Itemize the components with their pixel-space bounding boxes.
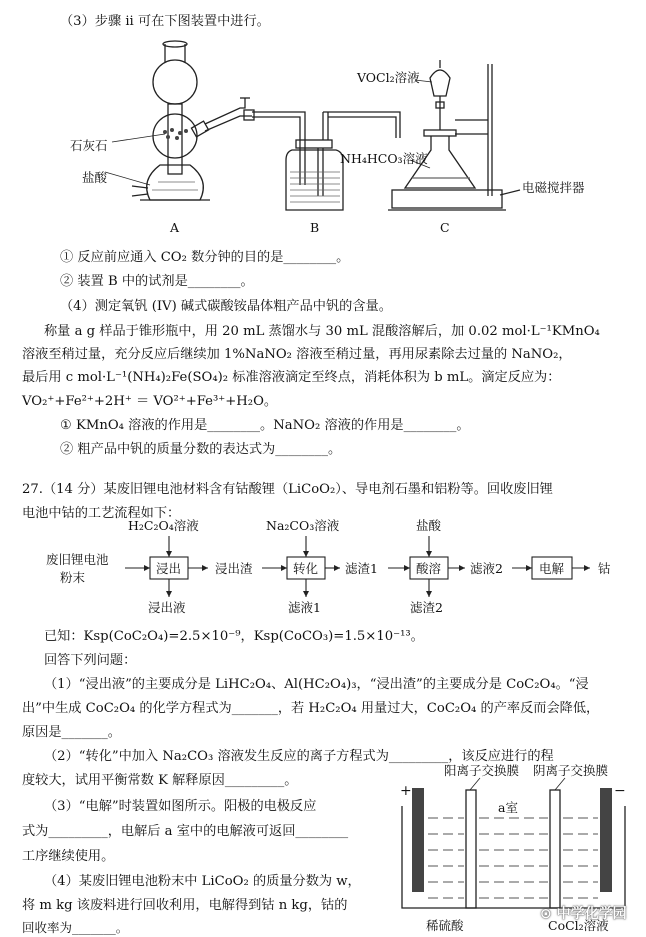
- watermark-text: 中学化学园: [556, 906, 627, 922]
- body-line-10: 回收率为_______。: [22, 920, 129, 935]
- cathode: [600, 788, 612, 892]
- flow-box-leach-text: 浸出: [156, 561, 182, 576]
- label-a: A: [170, 220, 180, 235]
- known-ksp: 已知：Ksp(CoC₂O₄)=2.5×10⁻⁹，Ksp(CoCO₃)=1.5×10⁻¹³。: [44, 629, 424, 644]
- line-0: ① 反应前应通入 CO₂ 数分钟的目的是________。: [60, 250, 350, 265]
- flow-box-acid-text: 酸溶: [416, 561, 442, 576]
- body-line-4: 度较大，试用平衡常数 K 解释原因_________。: [22, 773, 298, 788]
- flow-h2c2o4: H₂C₂O₄溶液: [128, 518, 199, 533]
- answer-intro: 回答下列问题：: [44, 653, 137, 668]
- line-2: （4）测定氧钒 (IV) 碱式碳酸铵晶体粗产品中钒的含量。: [60, 299, 392, 314]
- line-5: 最后用 c mol·L⁻¹(NH₄)₂Fe(SO₄)₂ 标准溶液滴定至终点，消耗体积为 b mL。滴定反应为：: [22, 370, 561, 385]
- flow-residue1: 滤渣1: [345, 561, 378, 576]
- body-line-1: 出”中生成 CoC₂O₄ 的化学方程式为_______，若 H₂C₂O₄ 用量过大，CoC₂O₄ 的产率反而会降低，: [22, 701, 600, 716]
- q27-line-1: 电池中钴的工艺流程如下：: [22, 506, 181, 521]
- cation-membrane-label: 阳离子交换膜: [444, 763, 520, 778]
- anode: [412, 788, 424, 892]
- limestone-label: 石灰石: [70, 138, 108, 153]
- body-line-8: （4）某废旧锂电池粉末中 LiCoO₂ 的质量分数为 w，: [44, 874, 361, 889]
- body-line-5: （3）“电解”时装置如图所示。阳极的电极反应: [44, 799, 317, 814]
- body-line-0: （1）“浸出液”的主要成分是 LiHC₂O₄、Al(HC₂O₄)₃，“浸出渣”的主要成分是 CoC₂O₄。“浸: [44, 677, 589, 692]
- flow-na2co3: Na₂CO₃溶液: [266, 518, 340, 533]
- line-4: 溶液至稍过量，充分反应后继续加 1%NaNO₂ 溶液至稍过量，再用尿素除去过量的 NaNO₂，: [22, 347, 572, 362]
- flow-filtrate1: 滤液1: [288, 600, 321, 615]
- flow-box-electro-text: 电解: [539, 561, 565, 576]
- flow-leachate: 浸出液: [148, 600, 186, 615]
- line-6: VO₂⁺+Fe²⁺+2H⁺ ＝ VO²⁺+Fe³⁺+H₂O。: [22, 394, 278, 409]
- body-line-6: 式为_________，电解后 a 室中的电解液可返回________: [22, 824, 349, 839]
- flow-residue: 浸出渣: [215, 561, 253, 576]
- label-b: B: [310, 220, 320, 235]
- line-7: ① KMnO₄ 溶液的作用是________。NaNO₂ 溶液的作用是________。: [60, 418, 470, 433]
- body-line-2: 原因是_______。: [22, 725, 121, 740]
- body-line-7: 工序继续使用。: [22, 849, 115, 864]
- wechat-icon: ⊙: [540, 906, 552, 922]
- flow-filtrate2: 滤液2: [470, 561, 503, 576]
- flow-box-convert-text: 转化: [293, 561, 319, 576]
- stirrer-label: 电磁搅拌器: [522, 180, 585, 195]
- line-8: ② 粗产品中钒的质量分数的表达式为________。: [60, 442, 342, 457]
- flow-start-1: 废旧锂电池: [46, 552, 109, 567]
- q27-line-0: 27.（14 分）某废旧锂电池材料含有钴酸锂（LiCoO₂）、导电剂石墨和铝粉等。回收废旧锂: [22, 482, 553, 497]
- watermark: [540, 903, 627, 923]
- body-line-3: （2）“转化”中加入 Na₂CO₃ 溶液发生反应的离子方程式为_________，该反应进行的程: [44, 749, 554, 764]
- minus-sign: −: [614, 783, 626, 799]
- line-1: ② 装置 B 中的试剂是________。: [60, 274, 254, 289]
- label-c: C: [440, 220, 450, 235]
- q3-heading: （3）步骤 ii 可在下图装置中进行。: [60, 14, 270, 29]
- body-line-9: 将 m kg 该废料进行回收利用，电解得到钴 n kg，钴的: [22, 898, 348, 913]
- hcl-label: 盐酸: [82, 170, 108, 185]
- flow-hcl: 盐酸: [416, 518, 442, 533]
- dilute-h2so4-label: 稀硫酸: [426, 918, 464, 933]
- anion-membrane-label: 阴离子交换膜: [533, 763, 609, 778]
- line-3: 称量 a g 样品于锥形瓶中，用 20 mL 蒸馏水与 30 mL 混酸溶解后，加 0.02 mol·L⁻¹KMnO₄: [44, 324, 600, 339]
- flow-start-2: 粉末: [60, 570, 86, 585]
- flow-residue2: 滤渣2: [410, 600, 443, 615]
- plus-sign: +: [400, 783, 412, 799]
- cocl2-label: CoCl₂溶液: [548, 918, 609, 933]
- voc-label: VOCl₂溶液: [357, 70, 420, 85]
- nh4hco3-label: NH₄HCO₃溶液: [340, 151, 428, 166]
- flow-cobalt: 钴: [598, 561, 611, 576]
- room-a-label: a室: [498, 800, 518, 815]
